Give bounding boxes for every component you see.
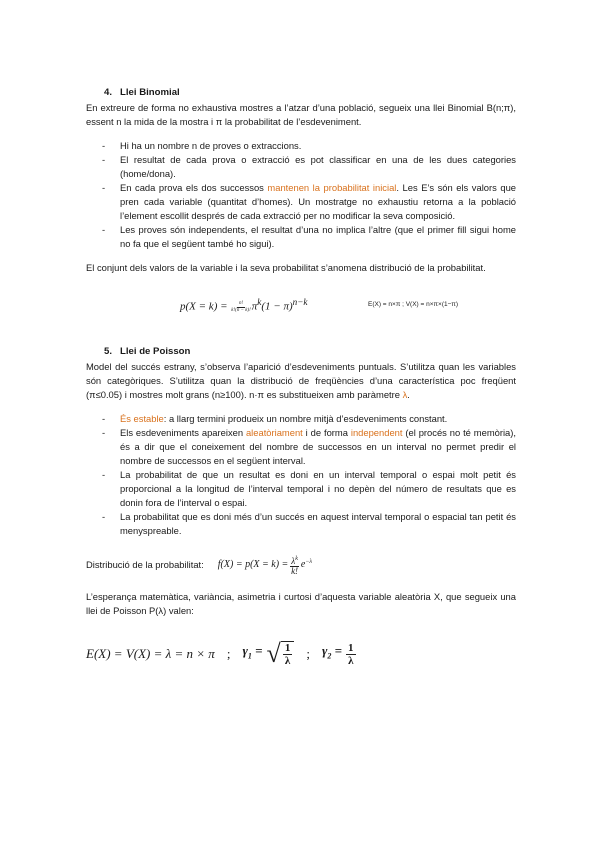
poisson-distribution	[86, 552, 516, 578]
list-item: - La probabilitat de que un resultat es doni en un interval temporal o espai molt petit és proporcional a la longitud de l’interval temporal i no depèn del número de resultats que es donin fora de l’interval o espai.	[102, 469, 516, 508]
binomial-list	[86, 139, 516, 251]
section-5-heading: 5. Llei de Poisson	[104, 346, 191, 357]
poisson-moments-text: L’esperança matemàtica, variància, asimetria i curtosi d’aquesta variable aleatòria X, que segueix una llei de Poisson P(λ) valen:	[86, 591, 516, 616]
section-4-closing: El conjunt dels valors de la variable i la seva probabilitat s’anomena distribució de la probabilitat.	[86, 262, 486, 273]
list-item: - Hi ha un nombre n de proves o extraccions.	[102, 140, 302, 151]
binomial-moments: E(X) = n×π ; V(X) = n×π×(1−π)	[368, 301, 459, 308]
highlight-text: aleatòriament	[245, 427, 303, 438]
poisson-list	[86, 412, 516, 538]
list-item: - La probabilitat que es doni més d’un succés en aquest interval temporal o espacial tan petit és menyspreable.	[102, 511, 516, 536]
list-item: - En cada prova els dos successos mantenen la probabilitat inicial. Les E’s són els valors que pren cada variable (quantitat d’homes). Un mostratge no exhaustiu retorna a la població l’element escollit després de cada extracció per no modificar la seva composició.	[102, 182, 516, 221]
list-item: - El resultat de cada prova o extracció es pot classificar en una de les dues categories (home/dona).	[102, 154, 516, 179]
binomial-formula	[86, 295, 516, 319]
poisson-formula: f(X) = p(X = k) = $\frac{\lambda^k}{k!}$ e $^{-\lambda}$	[217, 555, 312, 576]
list-item: - Els esdeveniments apareixen aleatòriament i de forma independent (el procés no té memòria), és a dir que el coneixement del nombre de successos en un interval no permet predir el nombre de successos en el següent interval.	[102, 427, 516, 466]
document-page	[86, 86, 516, 674]
binomial-probability-formula: p(X = k) = $\frac{n!}{k!(n - k)!}$ $\pi^k(1 - \pi)^{n-k}$	[180, 297, 308, 313]
highlight-text: És estable	[120, 413, 164, 424]
list-item: - És estable: a llarg termini produeix un nombre mitjà d’esdeveniments constant.	[102, 413, 448, 424]
section-4-heading: 4. Llei Binomial	[104, 87, 180, 98]
highlight-text: independent	[350, 427, 403, 438]
highlight-text: mantenen la probabilitat inicial	[267, 182, 397, 193]
poisson-moments-formula: E(X) = V(X) = λ = n × π ; $\gamma_1$ = √ 1 λ ; $\gamma_2$ = $\frac{1}{\lambda}$	[86, 639, 354, 668]
distribution-label: Distribució de la probabilitat:	[86, 559, 204, 570]
section-4-intro: En extreure de forma no exhaustiva mostres a l’atzar d’una població, segueix una llei Binomial B(n;π), essent n la mida de la mostra i π la probabilitat de l’esdeveniment.	[86, 102, 516, 127]
list-item: - Les proves són independents, el resultat d’una no implica l’altre (que el primer fill sigui home no fa que el següent també ho sigui).	[102, 224, 516, 249]
section-5-intro: Model del succés estrany, s’observa l’aparició d’esdeveniments puntuals. S’utilitza quan les variables són categòriques. S’utilitza quan la distribució de freqüències d’una característica poc freqüent (π≤0.05) i mostres molt grans (n≥100). n·π es substitueixen amb paràmetre λ.	[86, 361, 516, 400]
